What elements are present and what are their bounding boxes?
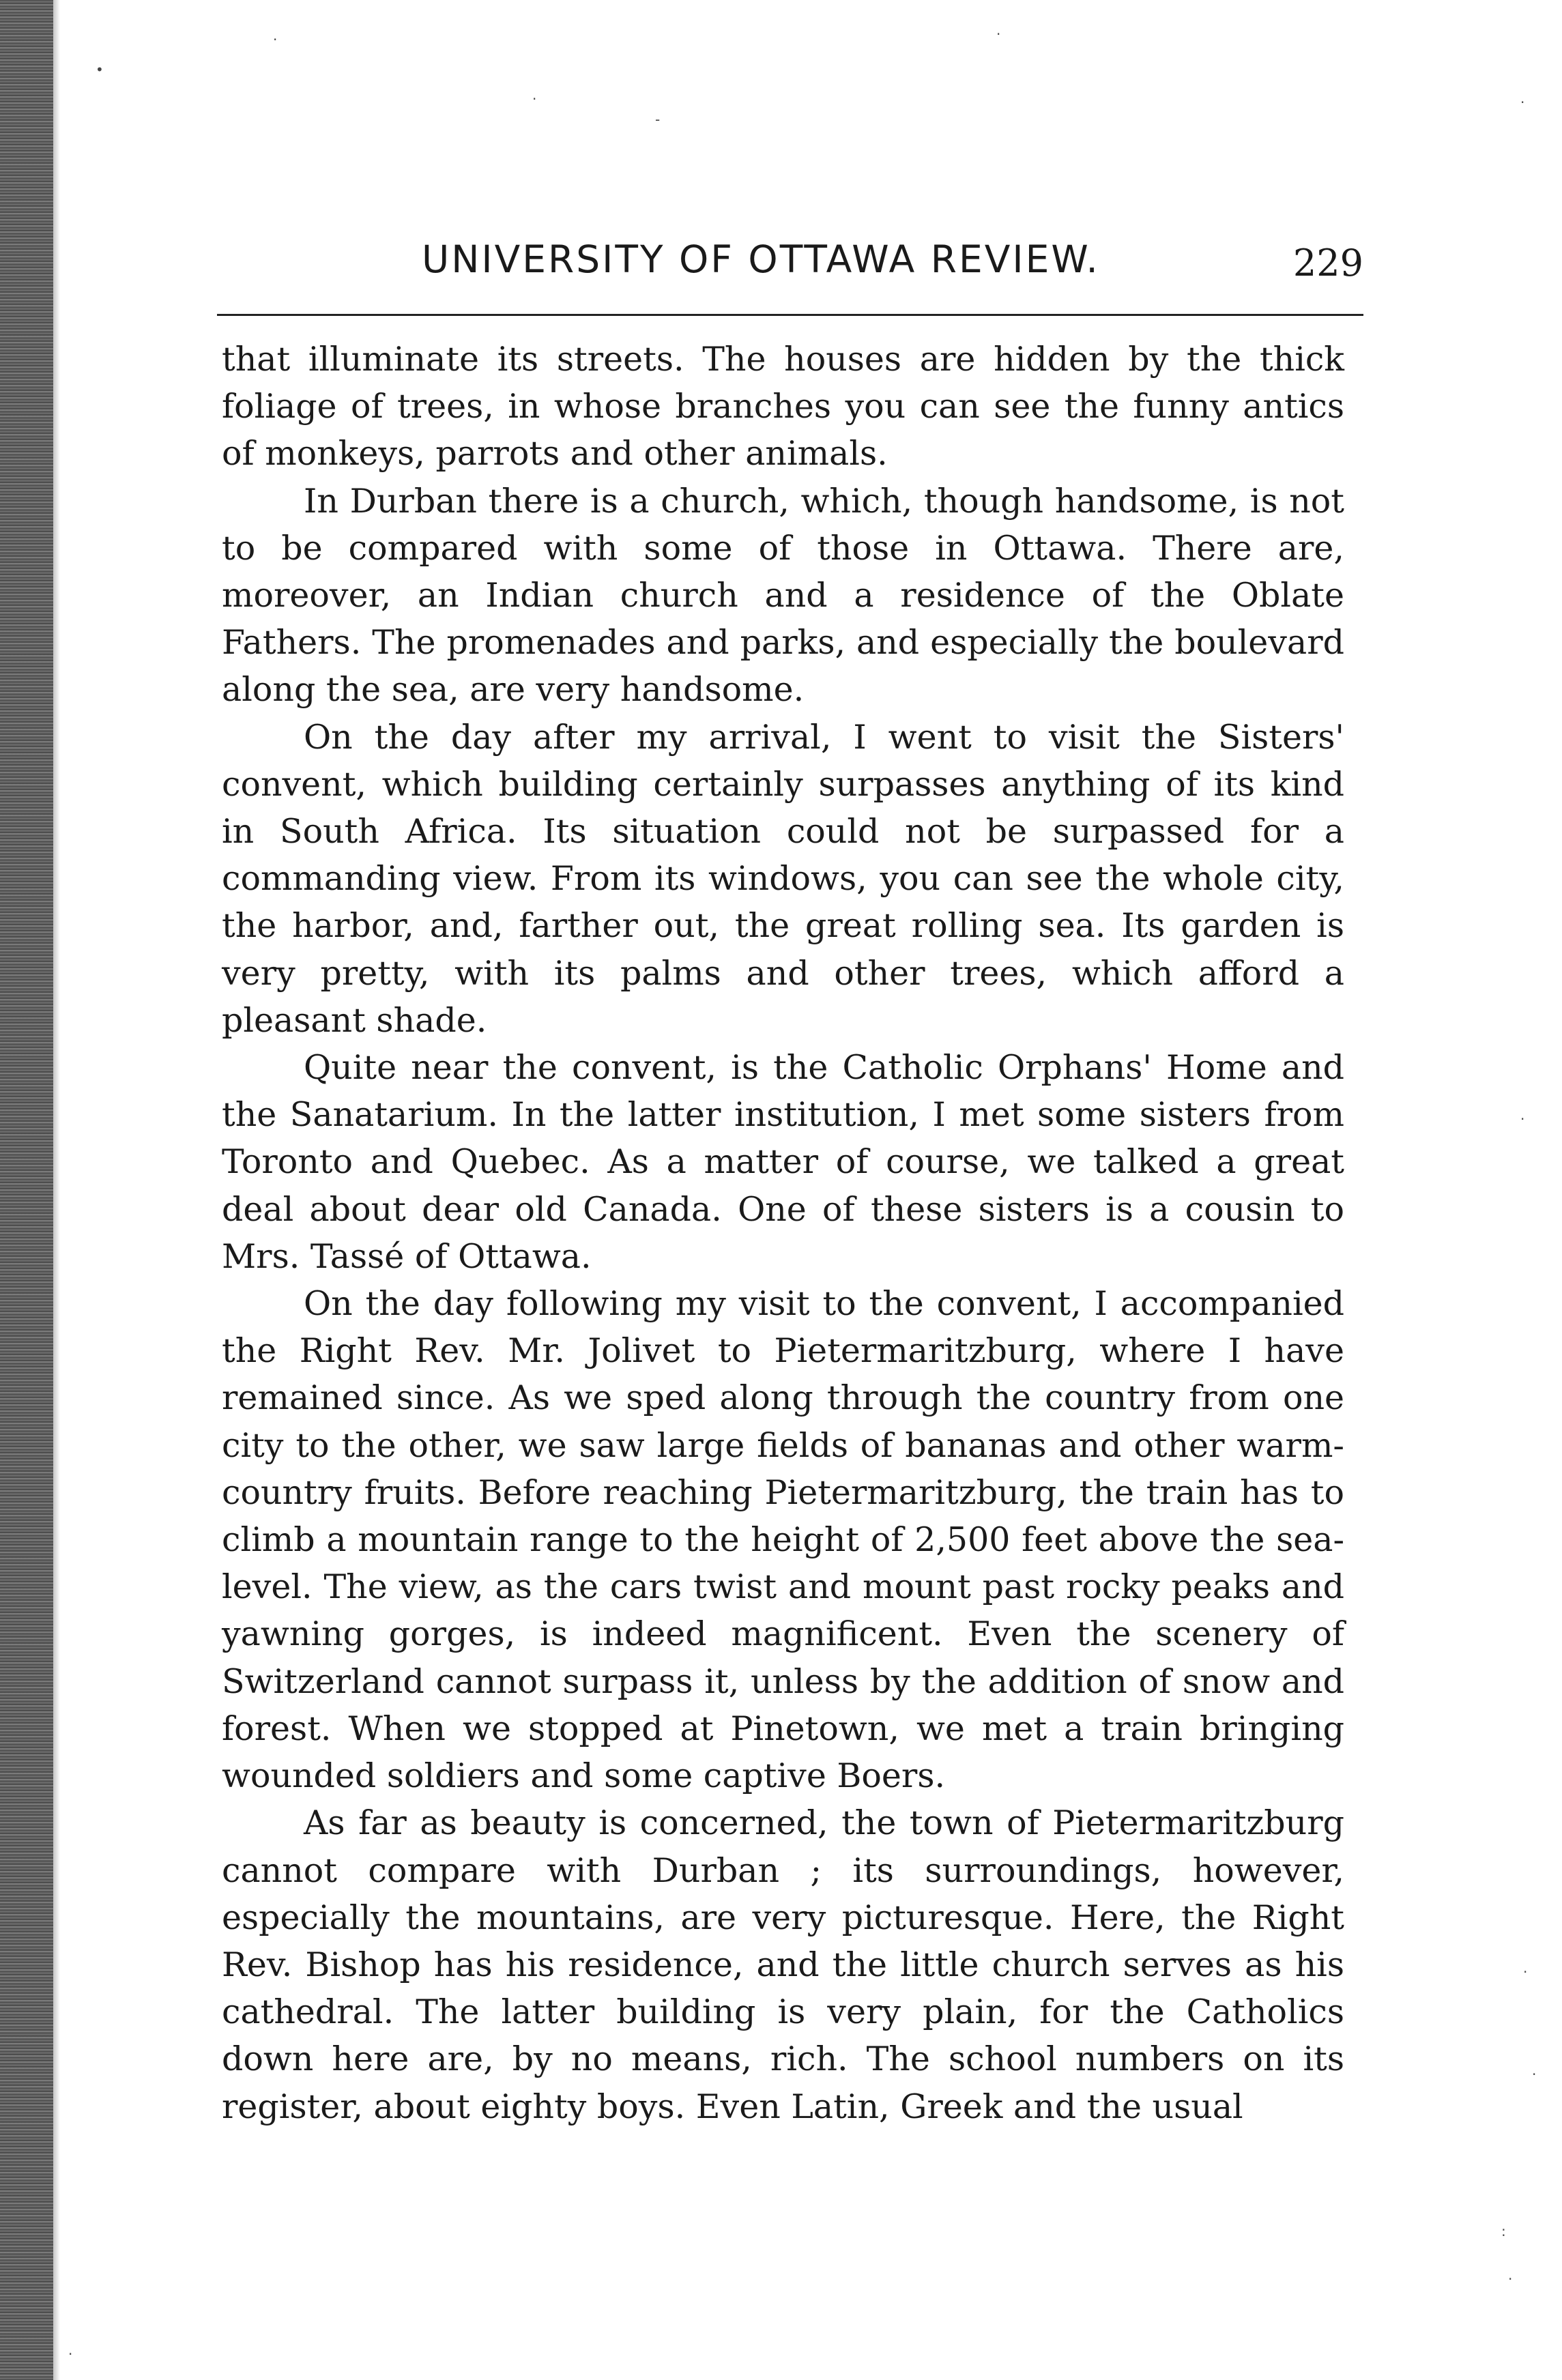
paragraph: As far as beauty is concerned, the town of Pietermaritzburg cannot compare with Durban ; its surroundings, however, especially the mountains, are very picturesque. Here, the Right Rev. Bishop has his residence, and the little church serves as his cathedral. The latter building is very plain, for the Catholics down here are, by no means, rich. The school numbers on its register, about eighty boys. Even Latin, Greek and the usual [222,1803,1344,2126]
paragraph: Quite near the convent, is the Catholic Orphans' Home and the Sanatarium. In the latter institution, I met some sisters from Toronto and Quebec. As a matter of course, we talked a great deal about dear old Canada. One of these sisters is a cousin to Mrs. Tassé of Ottawa. [222,1048,1344,1276]
journal-title: UNIVERSITY OF OTTAWA REVIEW. [422,237,1100,281]
page-number: 229 [1292,242,1363,285]
article-body [222,336,1344,2130]
paragraph: On the day after my arrival, I went to visit the Sisters' convent, which building certainly surpasses anything of its kind in South Africa. Its situation could not be surpassed for a commanding view. From its windows, you can see the whole city, the harbor, and, farther out, the great rolling sea. Its garden is very pretty, with its palms and other trees, which afford a pleasant shade. [222,717,1344,1040]
paragraph: that illuminate its streets. The houses are hidden by the thick foliage of trees, in whose branches you can see the funny antics of monkeys, parrots and other animals. [222,340,1344,474]
page-binding-edge [0,0,53,2380]
paragraph: On the day following my visit to the convent, I accompanied the Right Rev. Mr. Jolivet to Pietermaritzburg, where I have remained since. As we sped along through the country from one city to the other, we saw large fields of bananas and other warm-country fruits. Before reaching Pietermaritzburg, the train has to climb a mountain range to the height of 2,500 feet above the sea-level. The view, as the cars twist and mount past rocky peaks and yawning gorges, is indeed magnificent. Even the scenery of Switzerland cannot surpass it, unless by the addition of snow and forest. When we stopped at Pinetown, we met a train bringing wounded soldiers and some captive Boers. [222,1284,1344,1796]
paragraph: In Durban there is a church, which, though handsome, is not to be compared with some of those in Ottawa. There are, moreover, an Indian church and a residence of the Oblate Fathers. The promenades and parks, and especially the boulevard along the sea, are very handsome. [222,481,1344,710]
header-divider [217,314,1363,316]
running-header [217,237,1363,292]
